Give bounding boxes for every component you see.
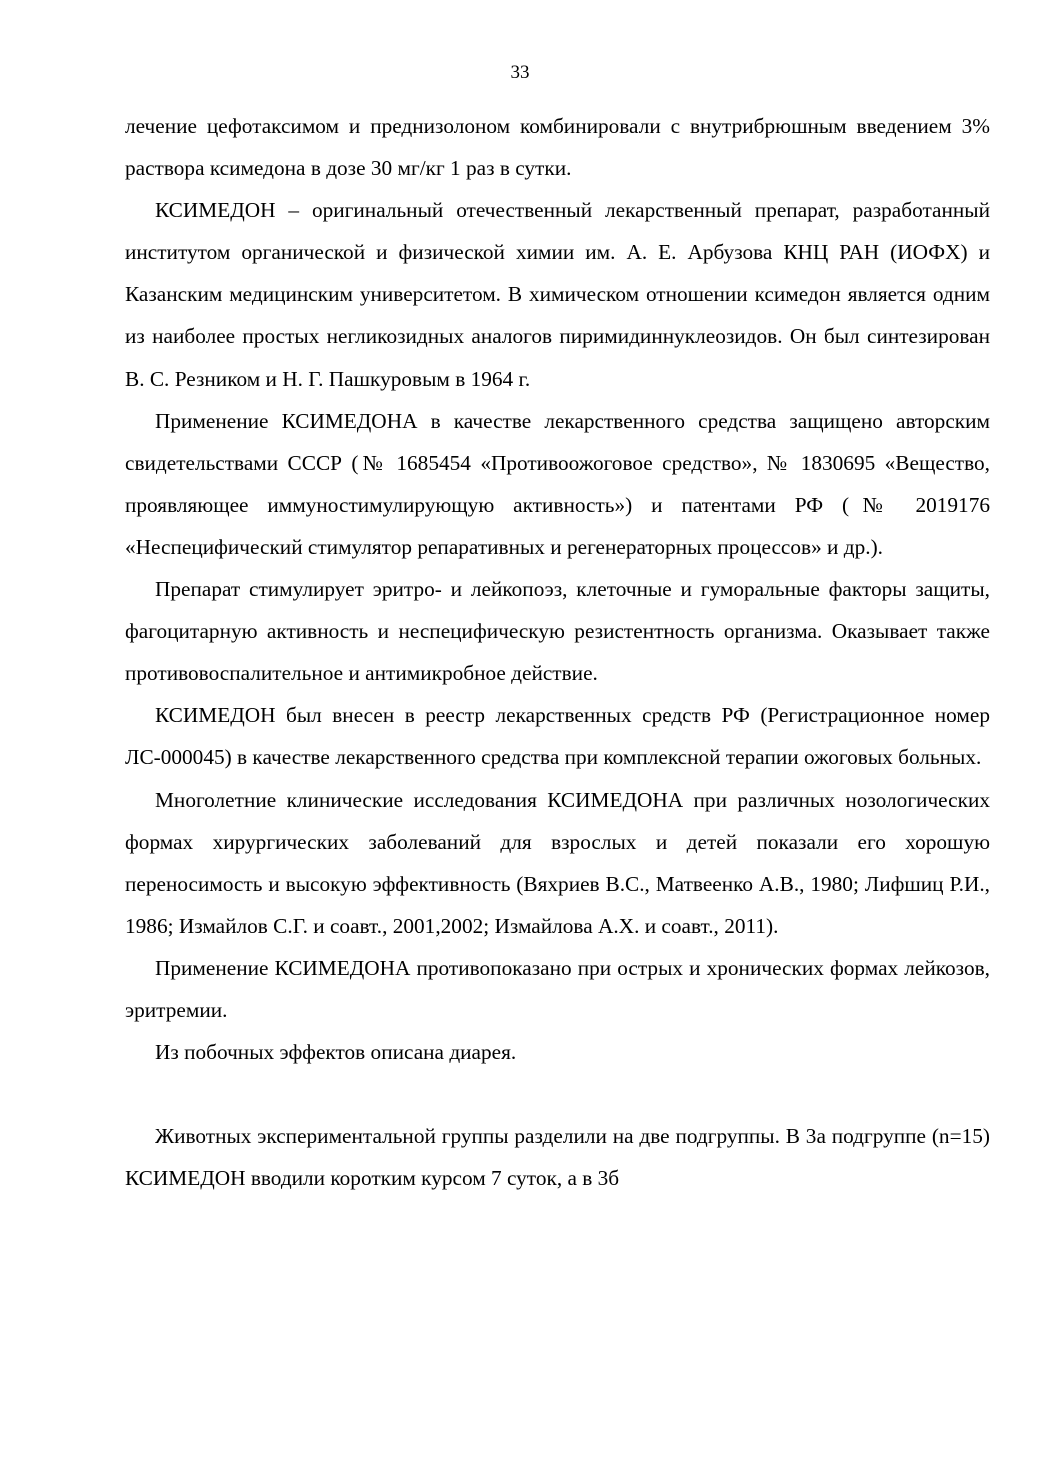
paragraph-gap — [125, 1073, 990, 1115]
paragraph-ksimedon-origin: КСИМЕДОН – оригинальный отечественный лекарственный препарат, разработанный институтом органической и физической химии им. А. Е. Арбузова КНЦ РАН (ИОФХ) и Казанским медицинским университетом. В химическом отношении ксимедон является одним из наиболее простых негликозидных аналогов пиримидиннуклеозидов. Он был синтезирован В. С. Резником и Н. Г. Пашкуровым в 1964 г. — [125, 198, 990, 391]
paragraph-continuation: лечение цефотаксимом и преднизолоном комбинировали с внутрибрюшным введением 3% раствора ксимедона в дозе 30 мг/кг 1 раз в сутки. — [125, 114, 990, 181]
paragraph-effects: Препарат стимулирует эритро- и лейкопоэз, клеточные и гуморальные факторы защиты, фагоцитарную активность и неспецифическую резистентность организма. Оказывает также противовоспалительное и антимикробное действие. — [125, 577, 990, 686]
paragraph-contraindications: Применение КСИМЕДОНА противопоказано при острых и хронических формах лейкозов, эритремии. — [125, 955, 990, 1022]
paragraph-side-effects: Из побочных эффектов описана диарея. — [155, 1040, 517, 1065]
paragraph-patents: Применение КСИМЕДОНА в качестве лекарственного средства защищено авторским свидетельствами СССР (№ 1685454 «Противоожоговое средство», № 1830695 «Вещество, проявляющее иммуностимулирующую активность») и патентами РФ (№ 2019176 «Неспецифический стимулятор репаративных и регенераторных процессов» и др.). — [125, 408, 990, 559]
paragraph-registry: КСИМЕДОН был внесен в реестр лекарственных средств РФ (Регистрационное номер ЛС-000045) в качестве лекарственного средства при комплексной терапии ожоговых больных. — [125, 703, 990, 770]
paragraph-experimental-groups: Животных экспериментальной группы разделили на две подгруппы. В 3а подгруппе (n=15) КСИМЕДОН вводили коротким курсом 7 суток, а в 3б — [125, 1124, 990, 1191]
page-number: 33 — [510, 62, 530, 83]
document-body — [125, 105, 990, 1199]
paragraph-clinical-studies: Многолетние клинические исследования КСИМЕДОНА при различных нозологических формах хирургических заболеваний для взрослых и детей показали его хорошую переносимость и высокую эффективность (Вяхриев В.С., Матвеенко А.В., 1980; Лифшиц Р.И., 1986; Измайлов С.Г. и соавт., 2001,2002; Измайлова А.Х. и соавт., 2011). — [125, 787, 990, 938]
